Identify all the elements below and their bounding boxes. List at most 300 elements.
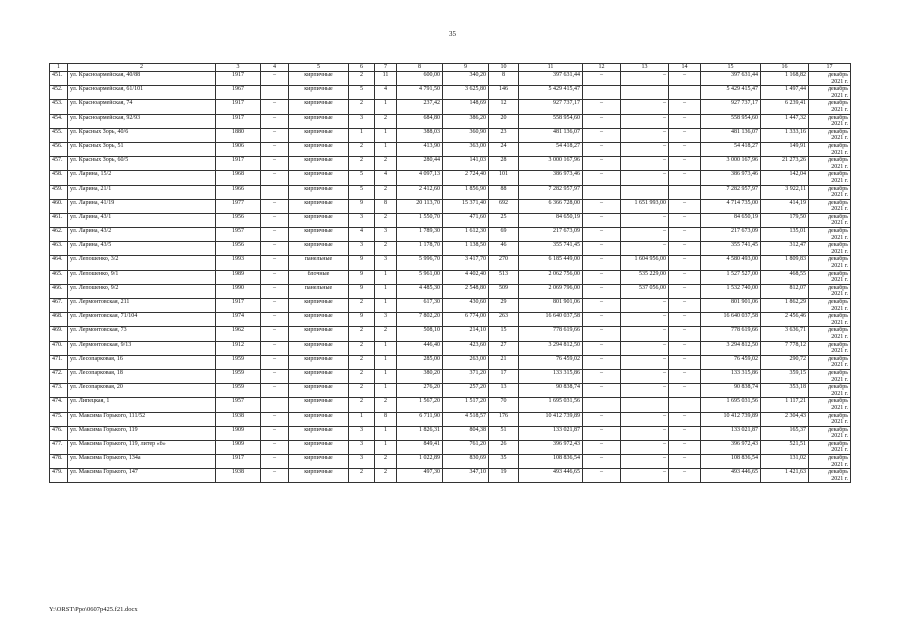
table-cell: 141,03 (443, 157, 489, 171)
table-cell: кирпичные (289, 213, 349, 227)
table-cell: декабрь 2021 г. (809, 185, 851, 199)
table-cell: 69 (489, 228, 519, 242)
table-cell: 927 737,17 (519, 100, 583, 114)
table-row (50, 171, 851, 185)
table-cell: кирпичные (289, 426, 349, 440)
table-row (50, 213, 851, 227)
table-cell: – (621, 142, 669, 156)
table-cell: 456. (50, 142, 68, 156)
table-cell: 1 (375, 270, 397, 284)
table-cell: 2 (349, 142, 375, 156)
table-cell: – (669, 455, 701, 469)
table-cell: – (261, 228, 289, 242)
table-row (50, 469, 851, 483)
table-cell: 2 (349, 299, 375, 313)
table-cell: 1959 (216, 355, 261, 369)
table-cell: 2 412,60 (397, 185, 443, 199)
table-cell: ул. Ларина, 43/1 (68, 213, 216, 227)
table-cell: 1 333,16 (761, 128, 809, 142)
table-cell: 133 315,86 (519, 369, 583, 383)
table-cell (261, 185, 289, 199)
table-cell: 466. (50, 284, 68, 298)
table-cell: 1 022,89 (397, 455, 443, 469)
table-cell: ул. Лепошенко, 9/2 (68, 284, 216, 298)
table-cell: декабрь 2021 г. (809, 341, 851, 355)
table-cell: 478. (50, 455, 68, 469)
table-cell: 476. (50, 426, 68, 440)
table-cell: 135,01 (761, 228, 809, 242)
register-table (49, 63, 851, 483)
table-cell: 481 136,07 (519, 128, 583, 142)
table-cell: кирпичные (289, 469, 349, 483)
table-cell (583, 185, 621, 199)
table-cell: 26 (489, 440, 519, 454)
table-cell: 29 (489, 299, 519, 313)
table-row (50, 270, 851, 284)
table-cell: 148,69 (443, 100, 489, 114)
table-cell: 12 (489, 100, 519, 114)
table-cell: 6 774,00 (443, 313, 489, 327)
table-cell: 1 497,44 (761, 86, 809, 100)
table-cell: 3 (349, 455, 375, 469)
table-cell: 2 (349, 327, 375, 341)
table-cell: – (261, 128, 289, 142)
table-cell: – (583, 284, 621, 298)
table-cell: 692 (489, 199, 519, 213)
table-row (50, 185, 851, 199)
table-cell: 17 (489, 369, 519, 383)
table-cell: декабрь 2021 г. (809, 199, 851, 213)
table-cell: 1 (349, 128, 375, 142)
table-cell: 2 (349, 157, 375, 171)
table-cell: декабрь 2021 г. (809, 313, 851, 327)
table-cell: ул. Красных Зорь, 60/5 (68, 157, 216, 171)
table-cell: кирпичные (289, 199, 349, 213)
table-cell: 21 273,26 (761, 157, 809, 171)
table-row (50, 455, 851, 469)
table-cell: 9 (349, 270, 375, 284)
table-cell: – (621, 327, 669, 341)
column-number-cell: 9 (443, 64, 489, 72)
table-cell: – (261, 270, 289, 284)
table-cell: ул. Красноармейская, 92/93 (68, 114, 216, 128)
table-row (50, 256, 851, 270)
table-cell: 217 673,09 (701, 228, 761, 242)
table-cell: 468,55 (761, 270, 809, 284)
table-cell: – (583, 469, 621, 483)
table-cell (621, 398, 669, 412)
table-cell: 493 446,65 (519, 469, 583, 483)
table-cell: 1 (375, 341, 397, 355)
table-cell: 11 (375, 72, 397, 86)
table-cell: – (621, 228, 669, 242)
table-cell (583, 86, 621, 100)
table-cell: 1957 (216, 228, 261, 242)
table-cell: 778 619,66 (701, 327, 761, 341)
table-cell: 363,00 (443, 142, 489, 156)
table-cell: – (583, 171, 621, 185)
table-cell: – (583, 270, 621, 284)
table-cell: 413,90 (397, 142, 443, 156)
column-number-cell: 16 (761, 64, 809, 72)
column-number-cell: 10 (489, 64, 519, 72)
table-cell: 176 (489, 412, 519, 426)
table-row (50, 199, 851, 213)
table-cell: панельные (289, 284, 349, 298)
table-cell: – (669, 469, 701, 483)
table-cell: декабрь 2021 г. (809, 142, 851, 156)
table-cell: декабрь 2021 г. (809, 114, 851, 128)
table-cell: – (669, 327, 701, 341)
column-number-cell: 8 (397, 64, 443, 72)
table-cell: ул. Максима Горького, 119, литер «б» (68, 440, 216, 454)
table-cell: – (621, 242, 669, 256)
table-cell: 108 836,54 (701, 455, 761, 469)
table-cell: 1957 (216, 398, 261, 412)
table-cell: 9 (349, 313, 375, 327)
table-cell: декабрь 2021 г. (809, 270, 851, 284)
table-row (50, 72, 851, 86)
table-cell: 1 (375, 440, 397, 454)
table-cell: 131,02 (761, 455, 809, 469)
table-cell: 1 (375, 384, 397, 398)
table-cell: – (261, 355, 289, 369)
table-cell: – (583, 299, 621, 313)
table-row (50, 440, 851, 454)
table-cell: 5 996,70 (397, 256, 443, 270)
table-cell: – (621, 440, 669, 454)
table-cell: 537 056,00 (621, 284, 669, 298)
table-cell: 1 178,70 (397, 242, 443, 256)
table-cell: – (583, 100, 621, 114)
table-row (50, 242, 851, 256)
table-cell: 2 548,80 (443, 284, 489, 298)
table-cell (583, 398, 621, 412)
table-cell: 54 418,27 (701, 142, 761, 156)
table-cell: – (261, 440, 289, 454)
table-cell (261, 86, 289, 100)
table-cell: – (621, 100, 669, 114)
table-row (50, 313, 851, 327)
table-cell: – (669, 228, 701, 242)
table-cell: 2 (349, 369, 375, 383)
table-cell: – (669, 171, 701, 185)
table-cell: 54 418,27 (519, 142, 583, 156)
table-cell: – (621, 128, 669, 142)
table-cell: – (261, 242, 289, 256)
table-cell: 16 640 037,58 (519, 313, 583, 327)
table-cell: 1 (375, 299, 397, 313)
table-cell: 1 826,31 (397, 426, 443, 440)
table-cell: 2 (349, 100, 375, 114)
table-cell: 51 (489, 426, 519, 440)
table-cell: декабрь 2021 г. (809, 86, 851, 100)
table-cell: 2 (375, 213, 397, 227)
table-cell: 462. (50, 228, 68, 242)
table-cell: 6 711,90 (397, 412, 443, 426)
table-cell: 179,50 (761, 213, 809, 227)
table-cell: декабрь 2021 г. (809, 213, 851, 227)
table-cell: 133 315,86 (701, 369, 761, 383)
table-cell: 1 (375, 100, 397, 114)
table-cell: – (669, 128, 701, 142)
table-cell: 3 (349, 213, 375, 227)
table-cell (261, 398, 289, 412)
table-row (50, 142, 851, 156)
table-cell: 388,03 (397, 128, 443, 142)
table-cell: – (621, 369, 669, 383)
table-cell: 24 (489, 142, 519, 156)
table-cell: 28 (489, 157, 519, 171)
table-cell: декабрь 2021 г. (809, 72, 851, 86)
table-cell: кирпичные (289, 327, 349, 341)
table-cell: 508,10 (397, 327, 443, 341)
table-cell: 2 062 756,00 (519, 270, 583, 284)
table-cell: 3 922,11 (761, 185, 809, 199)
table-cell: 2 (349, 72, 375, 86)
table-row (50, 299, 851, 313)
table-cell: 355 741,45 (519, 242, 583, 256)
table-cell: 2 (375, 455, 397, 469)
table-cell: 5 (349, 171, 375, 185)
table-cell: 467. (50, 299, 68, 313)
table-cell: декабрь 2021 г. (809, 171, 851, 185)
table-cell: 142,04 (761, 171, 809, 185)
table-cell: 457. (50, 157, 68, 171)
table-cell: 20 (489, 114, 519, 128)
table-cell: – (669, 412, 701, 426)
table-cell: 3 294 812,50 (701, 341, 761, 355)
table-cell: декабрь 2021 г. (809, 256, 851, 270)
table-cell: 558 954,60 (701, 114, 761, 128)
table-cell: 475. (50, 412, 68, 426)
table-cell: 285,00 (397, 355, 443, 369)
table-cell: – (261, 299, 289, 313)
table-cell: 1938 (216, 469, 261, 483)
table-cell: ул. Максима Горького, 111/52 (68, 412, 216, 426)
table-cell: 2 724,40 (443, 171, 489, 185)
table-cell: 13 (489, 384, 519, 398)
table-cell: 1 (375, 142, 397, 156)
table-cell: 312,47 (761, 242, 809, 256)
table-cell: 1909 (216, 440, 261, 454)
table-cell: 397 631,44 (519, 72, 583, 86)
table-cell: – (621, 469, 669, 483)
table-cell: 270 (489, 256, 519, 270)
table-cell: кирпичные (289, 157, 349, 171)
table-cell: 16 640 037,58 (701, 313, 761, 327)
table-cell: 464. (50, 256, 68, 270)
table-cell: 4 402,40 (443, 270, 489, 284)
table-cell: 460. (50, 199, 68, 213)
table-cell: 276,20 (397, 384, 443, 398)
table-row (50, 128, 851, 142)
table-cell: – (621, 341, 669, 355)
table-cell: декабрь 2021 г. (809, 157, 851, 171)
table-cell: 454. (50, 114, 68, 128)
table-cell: 360,90 (443, 128, 489, 142)
table-cell: 414,19 (761, 199, 809, 213)
table-cell: 4 (375, 86, 397, 100)
table-cell: – (261, 327, 289, 341)
table-cell: 8 (375, 412, 397, 426)
table-cell: кирпичные (289, 369, 349, 383)
table-cell: – (261, 142, 289, 156)
table-cell: 1 809,83 (761, 256, 809, 270)
table-cell (621, 86, 669, 100)
table-cell: 7 282 957,97 (519, 185, 583, 199)
table-cell: 8 (375, 199, 397, 213)
table-cell: 479. (50, 469, 68, 483)
table-cell: 133 021,87 (701, 426, 761, 440)
table-cell: – (669, 242, 701, 256)
table-cell: – (621, 455, 669, 469)
table-cell: 1959 (216, 369, 261, 383)
table-cell: – (261, 213, 289, 227)
table-cell: 386,20 (443, 114, 489, 128)
table-cell: декабрь 2021 г. (809, 455, 851, 469)
table-cell: 149,91 (761, 142, 809, 156)
table-cell: 2 (375, 398, 397, 412)
table-cell: кирпичные (289, 228, 349, 242)
table-cell: 1 (375, 369, 397, 383)
table-cell (669, 398, 701, 412)
table-cell (669, 185, 701, 199)
table-cell: кирпичные (289, 455, 349, 469)
table-cell: 280,44 (397, 157, 443, 171)
table-cell: 1917 (216, 455, 261, 469)
table-cell: кирпичные (289, 313, 349, 327)
table-cell: 513 (489, 270, 519, 284)
table-cell: 471,60 (443, 213, 489, 227)
table-cell: 7 802,20 (397, 313, 443, 327)
table-cell: 1977 (216, 199, 261, 213)
table-cell: 15 (489, 327, 519, 341)
table-cell: – (261, 157, 289, 171)
table-cell: 2 304,43 (761, 412, 809, 426)
table-cell: 1906 (216, 142, 261, 156)
table-cell: – (669, 114, 701, 128)
table-cell: 9 (349, 199, 375, 213)
table-cell: – (261, 199, 289, 213)
table-cell: – (583, 369, 621, 383)
table-cell: – (669, 299, 701, 313)
table-cell: – (261, 313, 289, 327)
table-row (50, 284, 851, 298)
table-cell: – (669, 384, 701, 398)
table-cell: кирпичные (289, 72, 349, 86)
table-row (50, 426, 851, 440)
table-cell: кирпичные (289, 341, 349, 355)
table-cell: 1917 (216, 114, 261, 128)
table-cell: 1974 (216, 313, 261, 327)
table-cell: кирпичные (289, 100, 349, 114)
table-cell: – (261, 455, 289, 469)
table-cell: 1917 (216, 299, 261, 313)
table-cell: кирпичные (289, 114, 349, 128)
table-cell: ул. Максима Горького, 147 (68, 469, 216, 483)
table-cell: 812,07 (761, 284, 809, 298)
table-cell: 20 113,70 (397, 199, 443, 213)
table-cell: 1 612,30 (443, 228, 489, 242)
table-cell: ул. Красноармейская, 40/88 (68, 72, 216, 86)
table-cell: 1 (375, 426, 397, 440)
table-cell: 497,30 (397, 469, 443, 483)
table-cell: 446,40 (397, 341, 443, 355)
table-cell: 133 021,87 (519, 426, 583, 440)
table-cell: – (621, 426, 669, 440)
table-cell: – (261, 171, 289, 185)
table-cell: ул. Лепошенко, 9/1 (68, 270, 216, 284)
table-cell: 1 (375, 355, 397, 369)
table-cell: 4 097,13 (397, 171, 443, 185)
table-cell: – (583, 72, 621, 86)
table-cell: 1 117,21 (761, 398, 809, 412)
table-cell: 347,10 (443, 469, 489, 483)
table-cell: 257,20 (443, 384, 489, 398)
table-cell: – (669, 284, 701, 298)
table-cell: 5 429 415,47 (701, 86, 761, 100)
column-number-cell: 17 (809, 64, 851, 72)
table-cell: – (669, 355, 701, 369)
table-cell: 19 (489, 469, 519, 483)
table-cell: 46 (489, 242, 519, 256)
table-cell: – (261, 469, 289, 483)
table-cell: 473. (50, 384, 68, 398)
table-cell: декабрь 2021 г. (809, 469, 851, 483)
table-cell: – (583, 157, 621, 171)
table-cell: ул. Лесопарковая, 18 (68, 369, 216, 383)
table-cell: 1 789,30 (397, 228, 443, 242)
table-cell: кирпичные (289, 128, 349, 142)
table-cell: ул. Максима Горького, 134а (68, 455, 216, 469)
table-cell: 214,10 (443, 327, 489, 341)
table-cell: 1990 (216, 284, 261, 298)
table-cell: 84 650,19 (701, 213, 761, 227)
table-cell: 15 371,40 (443, 199, 489, 213)
table-cell: 471. (50, 355, 68, 369)
table-cell: 2 (375, 185, 397, 199)
table-cell: 470. (50, 341, 68, 355)
table-cell: декабрь 2021 г. (809, 228, 851, 242)
table-cell: кирпичные (289, 171, 349, 185)
table-cell: 761,20 (443, 440, 489, 454)
table-cell: декабрь 2021 г. (809, 355, 851, 369)
table-cell: 2 (349, 355, 375, 369)
table-cell: 353,18 (761, 384, 809, 398)
table-cell: блочные (289, 270, 349, 284)
table-cell (621, 185, 669, 199)
table-cell: 21 (489, 355, 519, 369)
table-cell: – (669, 256, 701, 270)
table-cell: 263 (489, 313, 519, 327)
table-cell: 84 650,19 (519, 213, 583, 227)
column-number-cell: 2 (68, 64, 216, 72)
table-cell: кирпичные (289, 412, 349, 426)
table-cell: – (621, 313, 669, 327)
table-cell: 455. (50, 128, 68, 142)
table-cell: 4 580 493,00 (701, 256, 761, 270)
table-cell: 1880 (216, 128, 261, 142)
table-cell: ул. Липецкая, 1 (68, 398, 216, 412)
table-cell: – (621, 72, 669, 86)
table-cell: – (621, 384, 669, 398)
table-cell: – (583, 128, 621, 142)
table-cell: – (669, 341, 701, 355)
table-cell: 3 636,71 (761, 327, 809, 341)
table-cell: ул. Ларина, 21/1 (68, 185, 216, 199)
table-cell: 1912 (216, 341, 261, 355)
